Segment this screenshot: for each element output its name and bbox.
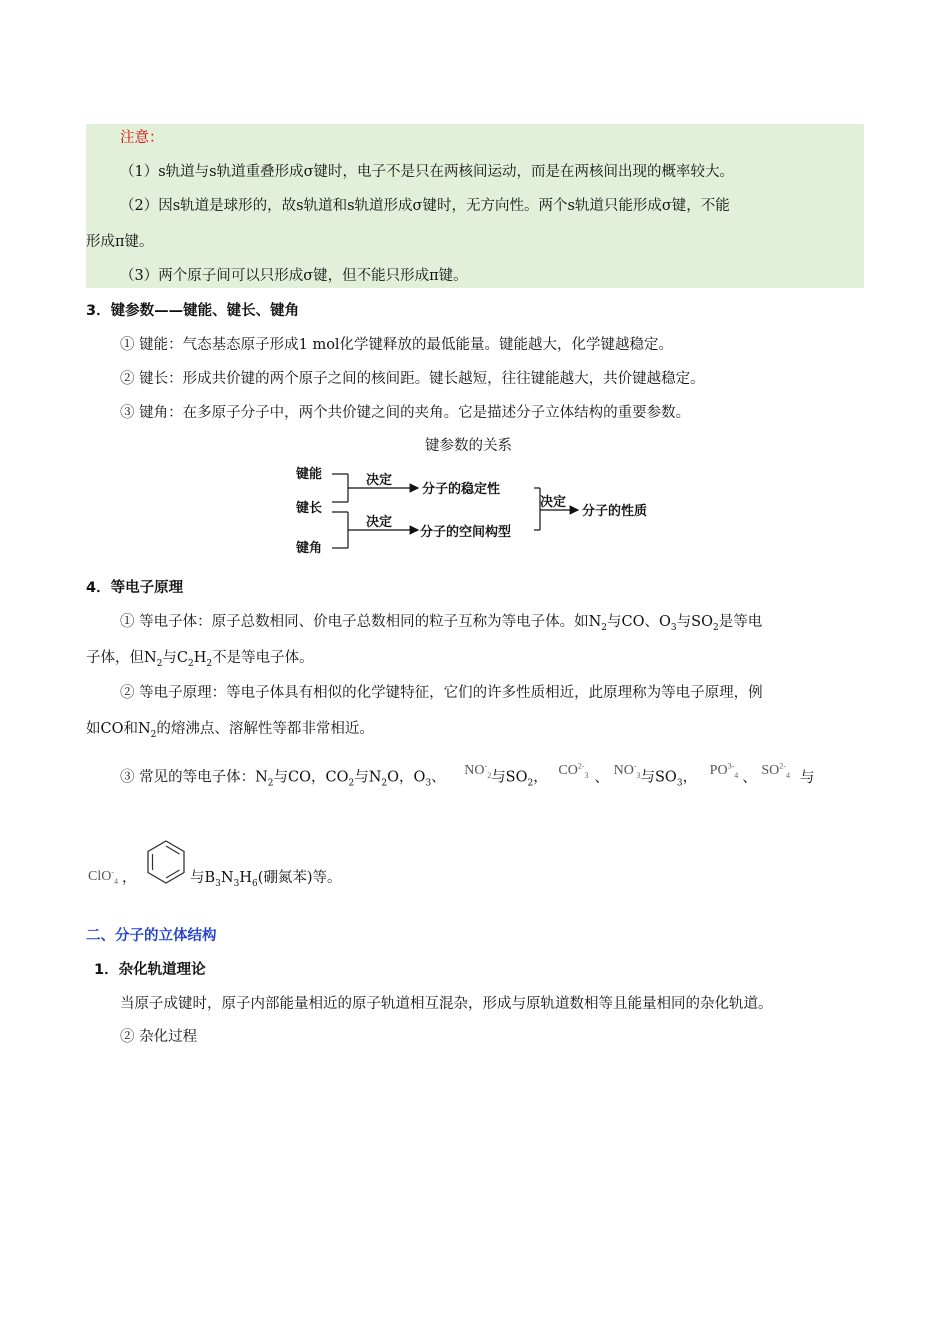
perchlorate-benzene-line: ClO-$_4$ ， bbox=[88, 867, 137, 886]
molecule-stability: 分子的稳定性 bbox=[422, 482, 501, 497]
part-2-heading: 二、分子的立体结构 bbox=[86, 928, 217, 944]
bond-energy-text: ① 键能：气态基态原子形成1 mol化学键释放的最低能量。键能越大，化学键越稳定。 bbox=[120, 337, 674, 353]
label-bond-angle: 键角 bbox=[296, 541, 323, 556]
diagram-title: 键参数的关系 bbox=[425, 438, 512, 454]
ion-carbonate: $CO^{2-}_3$ bbox=[558, 761, 589, 780]
hybridization-process-text: ② 杂化过程 bbox=[120, 1029, 198, 1045]
note-item-2-cont: 形成π键。 bbox=[86, 234, 154, 250]
note-item-1: （1）s轨道与s轨道重叠形成σ键时，电子不是只在两核间运动，而是在两核间出现的概率较大。 bbox=[120, 164, 735, 180]
note-title: 注意： bbox=[120, 130, 164, 146]
note-item-2: （2）因s轨道是球形的，故s轨道和s轨道形成σ键时，无方向性。两个s轨道只能形成σ键，不能 bbox=[120, 198, 730, 214]
section-3-heading: 3．键参数——键能、键长、键角 bbox=[86, 303, 300, 319]
ion-phosphate: $PO^{3-}_4$ bbox=[709, 761, 739, 780]
bond-angle-text: ③ 键角：在多原子分子中，两个共价键之间的夹角。它是描述分子立体结构的重要参数。 bbox=[120, 405, 691, 421]
bond-length-text: ② 键长：形成共价键的两个原子之间的核间距。键长越短，往往键能越大，共价键越稳定。 bbox=[120, 371, 705, 387]
ion-nitrite: $NO^-_2$ bbox=[464, 761, 492, 780]
molecule-spatial-config: 分子的空间构型 bbox=[420, 525, 512, 540]
ion-perchlorate: ClO-$_4$ bbox=[88, 867, 119, 886]
decide-label-1: 决定 bbox=[366, 473, 393, 488]
molecule-properties: 分子的性质 bbox=[582, 504, 648, 519]
note-item-3: （3）两个原子间可以只形成σ键，但不能只形成π键。 bbox=[120, 268, 468, 284]
benzene-ring-icon bbox=[144, 838, 188, 886]
isoelectronic-principle-line1: ② 等电子原理：等电子体具有相似的化学键特征，它们的许多性质相近，此原理称为等电子原理，例 bbox=[120, 685, 763, 701]
isoelectronic-def-line1: ① 等电子体：原子总数相同、价电子总数相同的粒子互称为等电子体。如$N_2$与CO、$O_3$与$SO_2$是等电 bbox=[120, 614, 763, 633]
ion-nitrate: $NO^-_3$ bbox=[613, 761, 641, 780]
label-bond-length: 键长 bbox=[296, 501, 323, 516]
hybrid-orbital-heading: 1．杂化轨道理论 bbox=[94, 962, 206, 978]
hybrid-orbital-text: 当原子成键时，原子内部能量相近的原子轨道相互混杂，形成与原轨道数相等且能量相同的杂化轨道。 bbox=[120, 996, 773, 1012]
decide-label-3: 决定 bbox=[540, 495, 567, 510]
ion-sulfate: $SO^{2-}_4$ bbox=[761, 761, 790, 780]
bond-parameter-diagram bbox=[290, 460, 670, 560]
common-isoelectronic-line: ③ 常见的等电子体：$N_2$与CO，$CO_2$与$N_2O$，$O_3$、 $NO^-_2$与$SO_2$， $CO^{2-}_3$ 、 $NO^-_3$与$SO_3$， $PO^{3-}_4$ 、 $SO^{2-}_4$ 与 bbox=[120, 761, 815, 789]
isoelectronic-principle-line2: 如CO和$N_2$的熔沸点、溶解性等都非常相近。 bbox=[86, 721, 374, 740]
section-4-heading: 4．等电子原理 bbox=[86, 580, 184, 596]
label-bond-energy: 键能 bbox=[296, 467, 323, 482]
borazine-text: 与$B_3N_3H_6$(硼氮苯)等。 bbox=[190, 870, 342, 889]
decide-label-2: 决定 bbox=[366, 515, 393, 530]
isoelectronic-def-line2: 子体，但$N_2$与$C_2H_2$不是等电子体。 bbox=[86, 650, 314, 669]
